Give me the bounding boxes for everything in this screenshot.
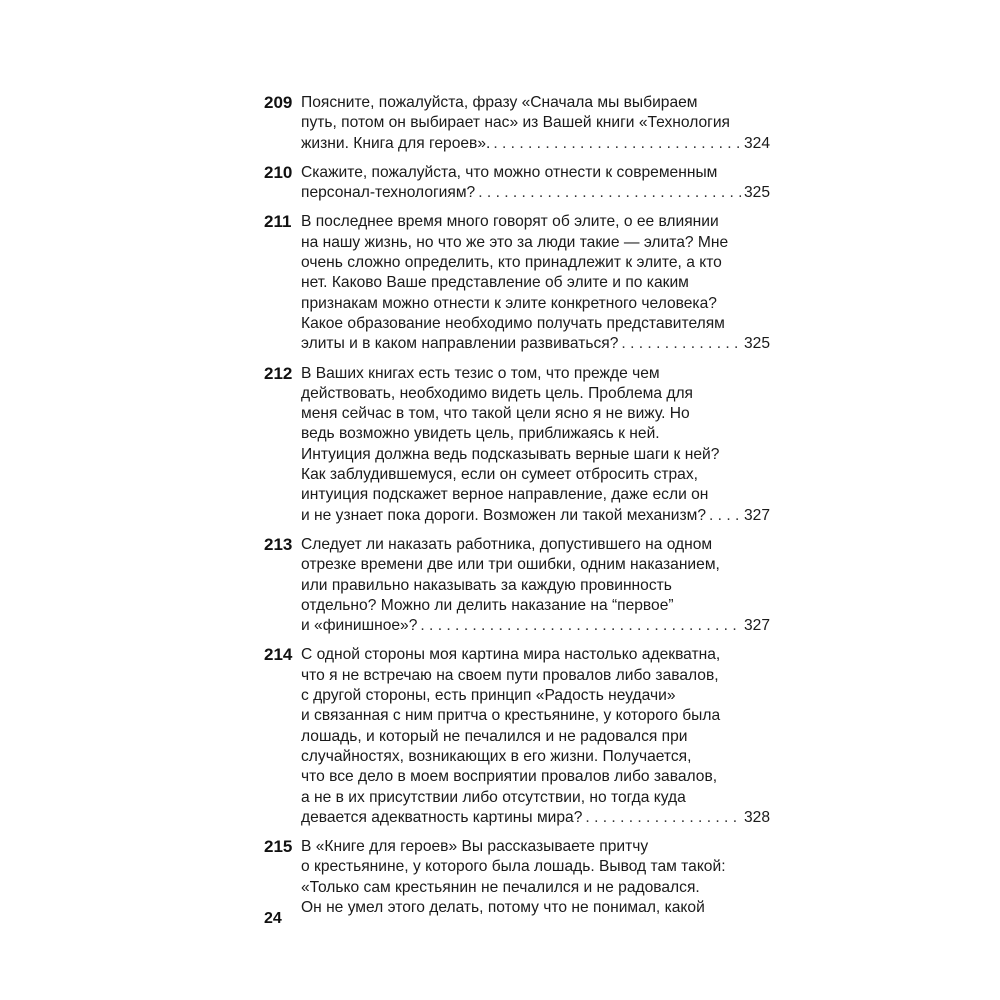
question-text-line: интуиция подскажет верное направление, даже если он (301, 486, 709, 504)
question-text-line: Какое образование необходимо получать представителям (301, 314, 725, 332)
question-text-line: нет. Каково Ваше представление об элите и по каким (301, 274, 689, 292)
dot-leader (709, 506, 741, 526)
dot-leader (585, 808, 741, 828)
question-text-line: или правильно наказывать за каждую провинность (301, 576, 672, 594)
question-text-line: и «финишное»? (301, 617, 418, 635)
question-number: 210 (264, 162, 293, 182)
question-text-line: «Только сам крестьянин не печалился и не радовался. (301, 878, 700, 896)
question-text-line: на нашу жизнь, но что же это за люди такие — элита? Мне (301, 233, 729, 251)
question-text-line: элиты и в каком направлении развиваться? (301, 335, 619, 353)
question-text-line: очень сложно определить, кто принадлежит к элите, а кто (301, 254, 722, 272)
question-text-line: В последнее время много говорят об элите, о ее влиянии (301, 213, 719, 231)
question-text-line: ведь возможно увидеть цель, приближаясь к ней. (301, 425, 660, 443)
question-text-line: жизни. Книга для героев». (301, 134, 491, 152)
question-number: 213 (264, 534, 293, 554)
question-number: 211 (264, 212, 292, 232)
question-text-line: отдельно? Можно ли делить наказание на “первое” (301, 596, 674, 614)
question-number: 214 (264, 645, 293, 665)
question-text-line: действовать, необходимо видеть цель. Проблема для (301, 384, 693, 402)
page-reference: 327 (743, 617, 770, 635)
toc-entry (264, 645, 770, 828)
toc-entry (264, 93, 770, 154)
question-text-line: Интуиция должна ведь подсказывать верные шаги к ней? (301, 445, 720, 463)
question-text-line: отрезке времени две или три ошибки, одним наказанием, (301, 556, 720, 574)
question-text-line: и не узнает пока дороги. Возможен ли такой механизм? (301, 506, 707, 524)
question-last-line (301, 334, 770, 354)
question-number: 209 (264, 93, 293, 112)
question-text-line: признакам можно отнести к элите конкретного человека? (301, 294, 717, 312)
toc-entry (264, 364, 770, 526)
dot-leader (420, 616, 741, 636)
question-text-line: Следует ли наказать работника, допустившего на одном (301, 535, 713, 553)
dot-leader (478, 183, 741, 203)
table-of-contents (264, 93, 770, 927)
question-text-line: с другой стороны, есть принцип «Радость неудачи» (301, 687, 676, 705)
question-text-line: Он не умел этого делать, потому что не понимал, какой (301, 898, 705, 916)
toc-entry (264, 535, 770, 636)
question-text-line: а не в их присутствии либо отсутствии, но тогда куда (301, 788, 686, 806)
page-reference: 325 (743, 335, 770, 353)
question-text-line: что все дело в моем восприятии провалов либо завалов, (301, 768, 718, 786)
question-last-line (301, 183, 770, 203)
page-reference: 325 (743, 184, 770, 202)
question-text-line: меня сейчас в том, что такой цели ясно я не вижу. Но (301, 405, 690, 423)
page-reference: 327 (743, 506, 770, 524)
question-number: 212 (264, 363, 293, 383)
question-text-line: В «Книге для героев» Вы рассказываете притчу (301, 838, 649, 856)
question-text-line: персонал-технологиям? (301, 184, 476, 202)
question-text-line: путь, потом он выбирает нас» из Вашей книги «Технология (301, 114, 730, 132)
question-last-line (301, 808, 770, 828)
question-text-line: лошадь, и который не печалился и не радовался при (301, 727, 688, 745)
question-text-line: Как заблудившемуся, если он сумеет отбросить страх, (301, 466, 698, 484)
question-text-line: что я не встречаю на своем пути провалов либо завалов, (301, 666, 719, 684)
question-text-line: Скажите, пожалуйста, что можно отнести к современным (301, 163, 718, 181)
question-last-line (301, 506, 770, 526)
question-text-line: С одной стороны моя картина мира настолько адекватна, (301, 646, 721, 664)
question-text-line: Поясните, пожалуйста, фразу «Сначала мы выбираем (301, 94, 698, 111)
question-text-line: девается адекватность картины мира? (301, 808, 583, 826)
toc-entry (264, 163, 770, 204)
question-text-line: В Ваших книгах есть тезис о том, что прежде чем (301, 364, 660, 382)
page-reference: 328 (743, 808, 770, 826)
question-number: 215 (264, 837, 293, 857)
toc-entry (264, 837, 770, 918)
page-reference: 324 (743, 134, 770, 152)
question-text-line: случайностях, возникающих в его жизни. Получается, (301, 747, 692, 765)
question-last-line (301, 134, 770, 154)
toc-entry (264, 212, 770, 354)
question-text-line: о крестьянине, у которого была лошадь. Вывод там такой: (301, 858, 726, 876)
question-text-line: и связанная с ним притча о крестьянине, у которого была (301, 707, 721, 725)
question-last-line (301, 616, 770, 636)
dot-leader (621, 334, 741, 354)
dot-leader (493, 134, 741, 154)
page-number: 24 (264, 910, 282, 927)
